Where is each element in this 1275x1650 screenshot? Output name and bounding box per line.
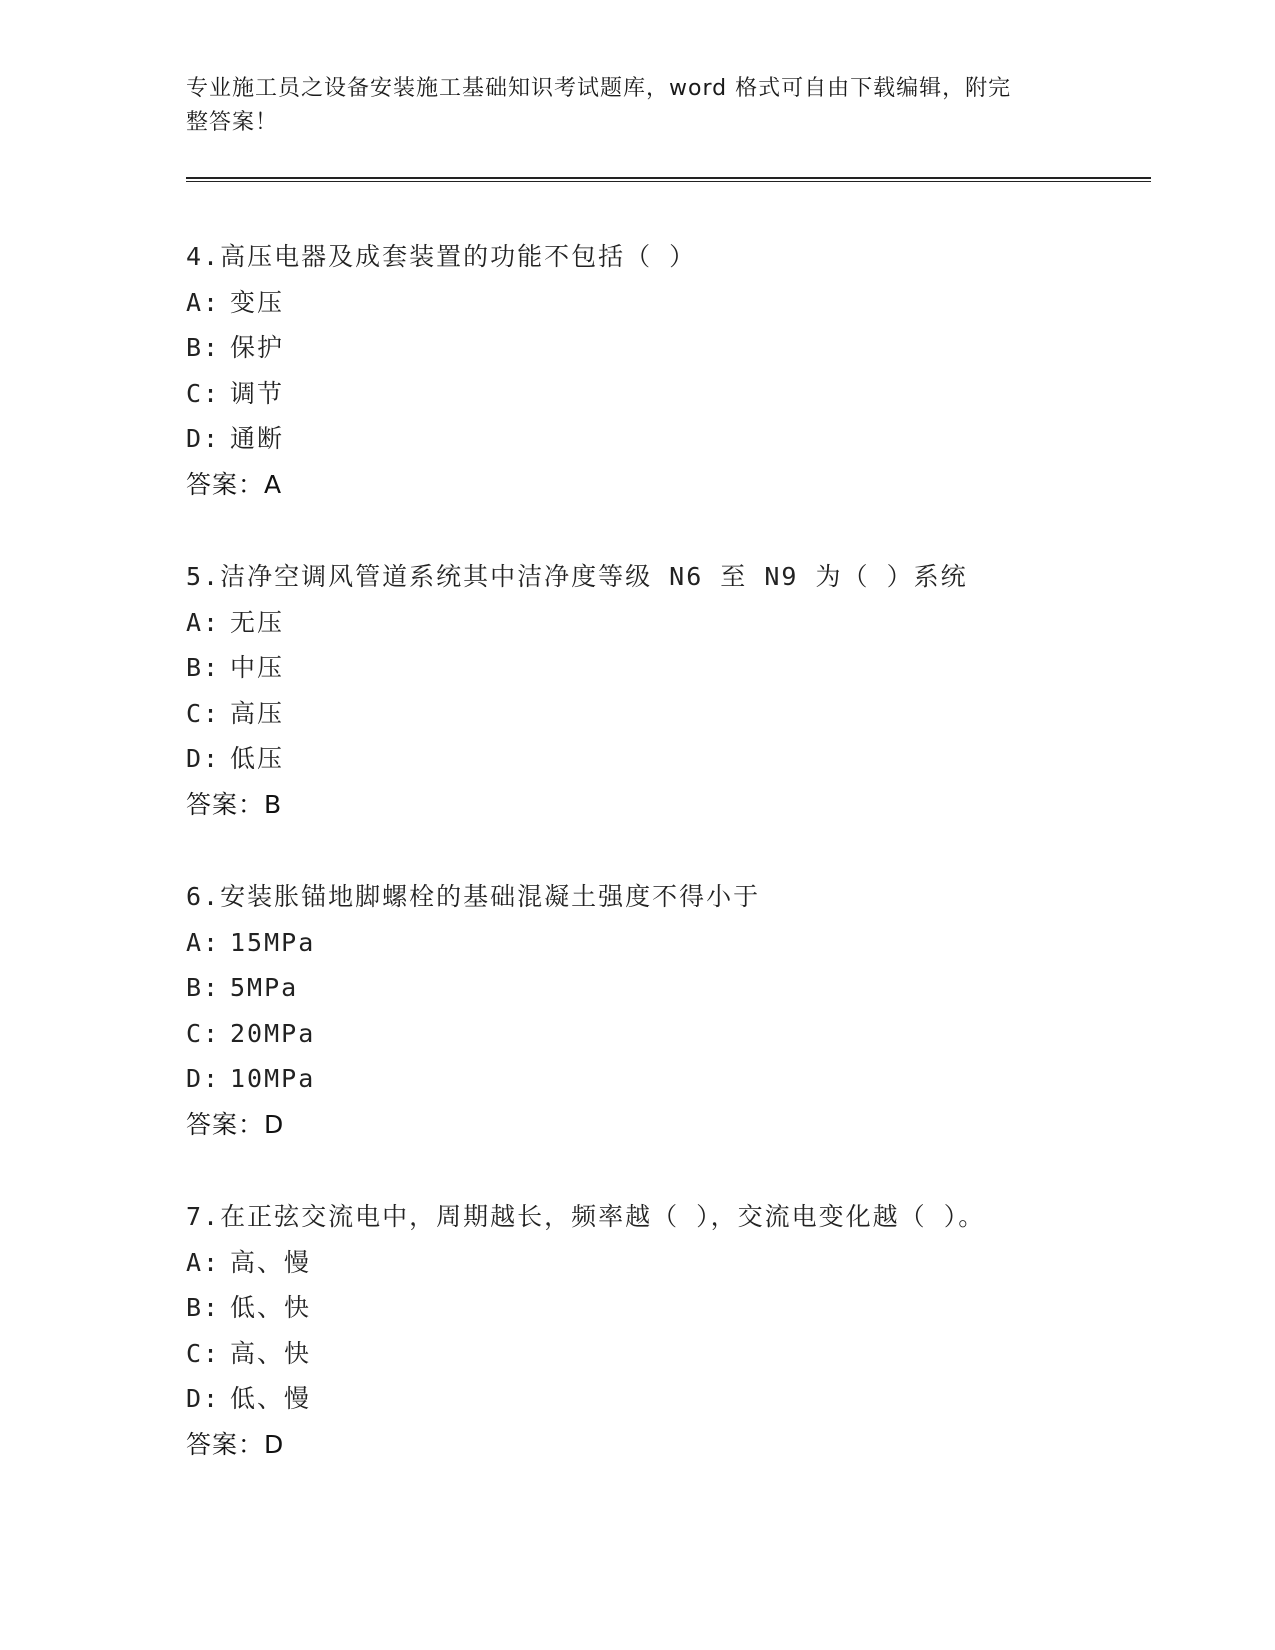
option-c: [186, 691, 1151, 737]
option-text: 中压: [230, 653, 285, 682]
option-text: 无压: [230, 607, 285, 637]
answer-label: 答案：: [186, 1109, 265, 1139]
option-text: 高、慢: [230, 1247, 312, 1277]
answer-value: B: [264, 789, 283, 819]
option-letter: C:: [186, 1338, 221, 1368]
option-letter: A:: [186, 927, 221, 957]
option-letter: D:: [186, 1064, 221, 1093]
question-item: [186, 554, 1151, 874]
option-d: [186, 736, 1151, 782]
option-letter: B:: [186, 1293, 221, 1322]
option-b: [186, 1285, 1151, 1331]
option-d: [186, 1056, 1151, 1102]
answer-line: [186, 782, 1151, 828]
answer-line: [186, 1422, 1151, 1468]
option-text: 15MPa: [230, 927, 316, 957]
option-c: [186, 1011, 1151, 1057]
option-letter: A:: [186, 607, 221, 637]
question-item: [186, 234, 1151, 554]
option-b: [186, 325, 1151, 371]
option-letter: C:: [186, 378, 221, 408]
option-letter: D:: [186, 1384, 221, 1413]
option-a: [186, 1240, 1151, 1286]
option-b: [186, 645, 1151, 691]
option-text: 低、快: [230, 1293, 312, 1322]
option-text: 10MPa: [230, 1064, 316, 1093]
header-divider-thick: [186, 177, 1151, 179]
option-text: 低压: [230, 744, 285, 773]
question-title: 5.洁净空调风管道系统其中洁净度等级 N6 至 N9 为（ ）系统: [186, 562, 968, 591]
answer-label: 答案：: [186, 469, 265, 499]
option-text: 20MPa: [230, 1018, 316, 1048]
option-text: 调节: [230, 378, 285, 408]
answer-label: 答案：: [186, 789, 265, 819]
option-b: [186, 965, 1151, 1011]
document-header: [186, 72, 1066, 140]
option-letter: D:: [186, 424, 221, 453]
question-item: [186, 874, 1151, 1194]
option-text: 5MPa: [230, 973, 299, 1002]
option-c: [186, 371, 1151, 417]
header-divider-thin: [186, 181, 1151, 182]
question-item: [186, 1194, 1151, 1514]
answer-line: [186, 462, 1151, 508]
option-c: [186, 1331, 1151, 1377]
option-text: 高、快: [230, 1338, 312, 1368]
question-title: 6.安装胀锚地脚螺栓的基础混凝土强度不得小于: [186, 882, 761, 911]
option-text: 高压: [230, 698, 285, 728]
option-letter: A:: [186, 1247, 221, 1277]
option-letter: B:: [186, 333, 221, 362]
answer-line: [186, 1102, 1151, 1148]
option-letter: A:: [186, 287, 221, 317]
question-list: [186, 234, 1151, 1514]
header-line-2: 整答案！: [186, 110, 279, 135]
option-text: 变压: [230, 287, 285, 317]
answer-value: D: [264, 1429, 285, 1459]
option-letter: D:: [186, 744, 221, 773]
option-text: 低、慢: [230, 1384, 312, 1413]
option-a: [186, 600, 1151, 646]
answer-value: D: [264, 1109, 285, 1139]
option-d: [186, 1376, 1151, 1422]
question-title: 4.高压电器及成套装置的功能不包括（ ）: [186, 242, 697, 271]
option-letter: C:: [186, 1018, 221, 1048]
option-text: 保护: [230, 333, 285, 362]
header-line-1: 专业施工员之设备安装施工基础知识考试题库，word 格式可自由下载编辑，附完: [186, 76, 1012, 101]
option-d: [186, 416, 1151, 462]
question-title: 7.在正弦交流电中，周期越长，频率越（ ），交流电变化越（ ）。: [186, 1202, 986, 1231]
option-letter: B:: [186, 653, 221, 682]
answer-value: A: [264, 469, 283, 499]
option-letter: B:: [186, 973, 221, 1002]
option-a: [186, 280, 1151, 326]
option-letter: C:: [186, 698, 221, 728]
option-text: 通断: [230, 424, 285, 453]
answer-label: 答案：: [186, 1429, 265, 1459]
option-a: [186, 920, 1151, 966]
